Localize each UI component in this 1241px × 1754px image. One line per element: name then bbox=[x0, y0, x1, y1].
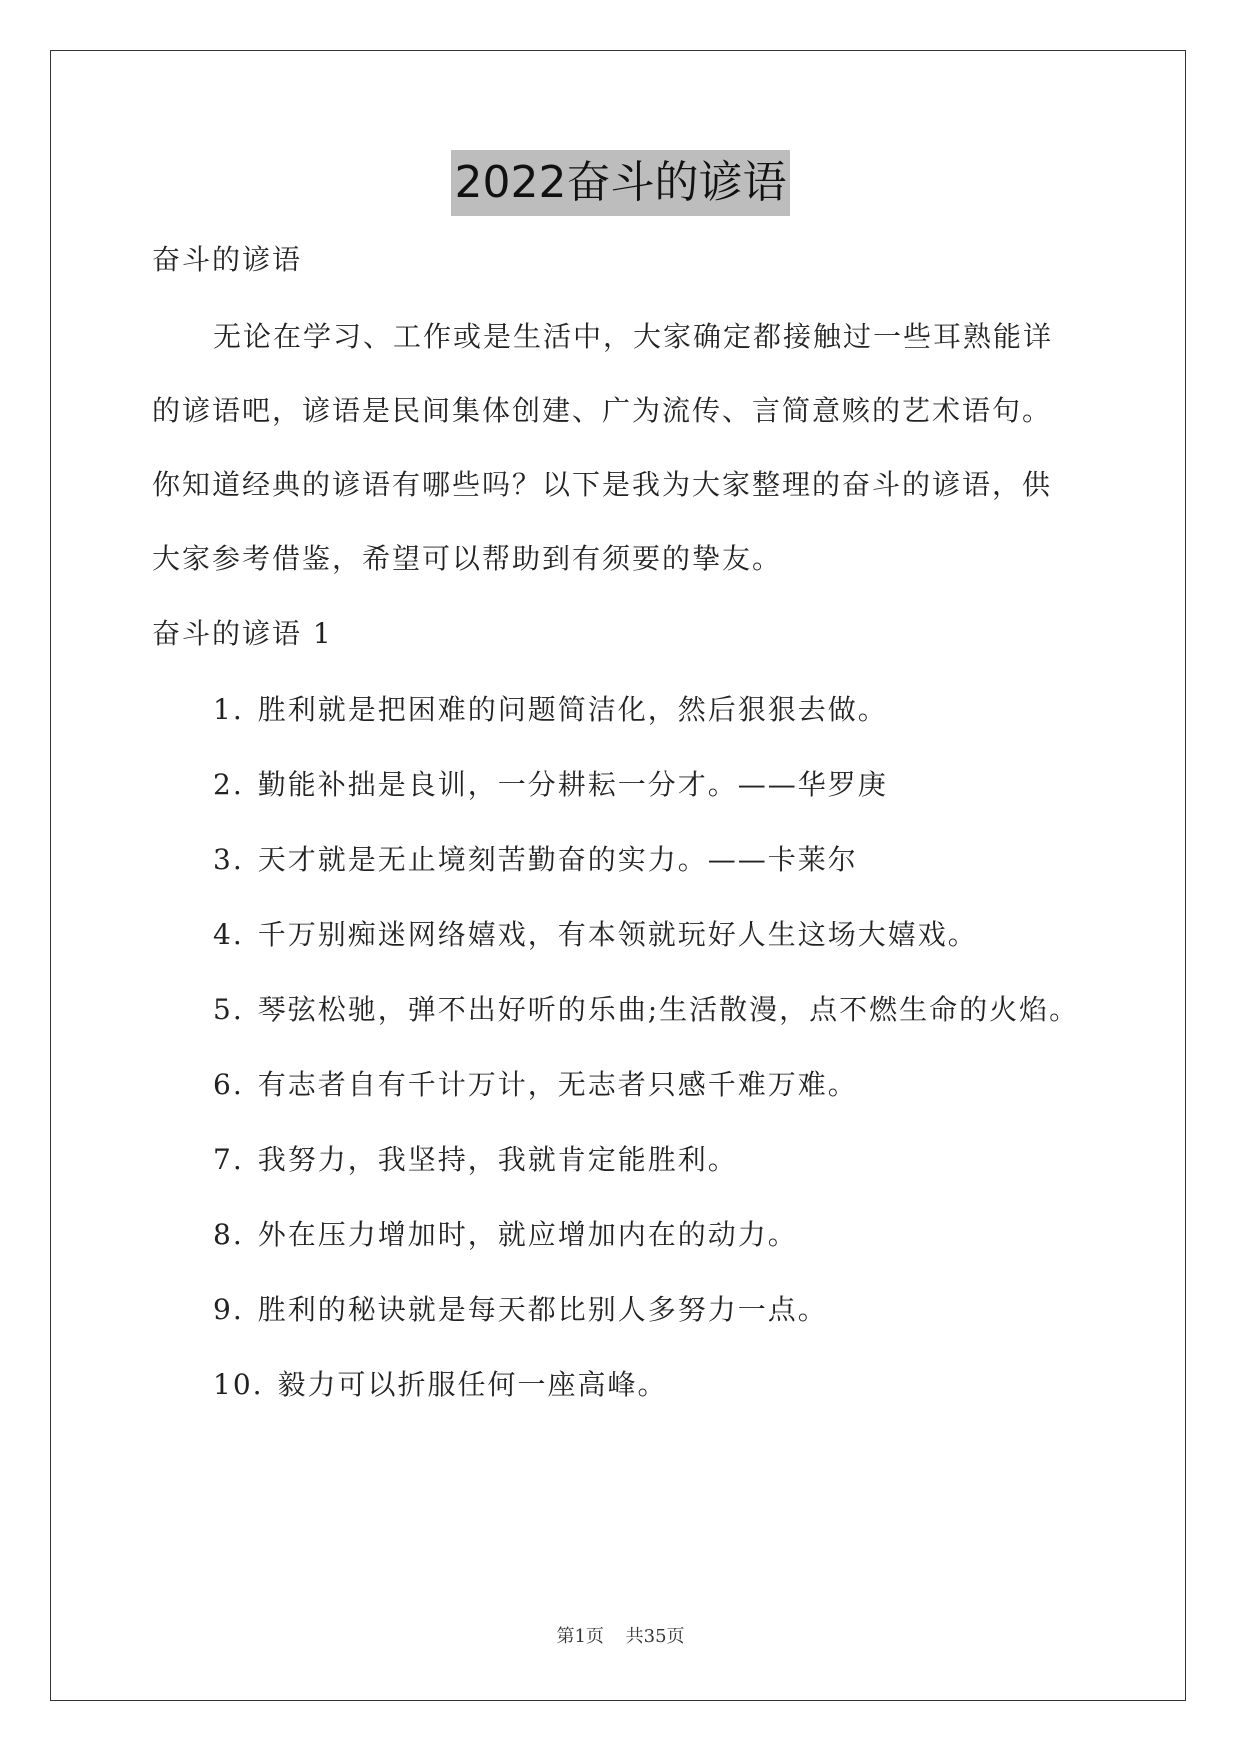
list-item bbox=[213, 1063, 858, 1103]
list-item bbox=[213, 1213, 798, 1253]
item-text: 千万别痴迷网络嬉戏，有本领就玩好人生这场大嬉戏。 bbox=[257, 918, 978, 951]
item-text: 胜利就是把困难的问题简洁化，然后狠狠去做。 bbox=[257, 693, 888, 726]
item-number: 2. bbox=[213, 768, 244, 801]
document-title: 2022奋斗的谚语 bbox=[451, 150, 791, 216]
page-total: 共35页 bbox=[625, 1626, 685, 1647]
item-text: 胜利的秘诀就是每天都比别人多努力一点。 bbox=[257, 1293, 828, 1326]
page-footer bbox=[0, 1622, 1241, 1648]
subtitle: 奋斗的谚语 bbox=[152, 243, 303, 276]
item-text: 我努力，我坚持，我就肯定能胜利。 bbox=[257, 1143, 738, 1176]
item-number: 7. bbox=[213, 1143, 244, 1176]
list-item bbox=[213, 913, 978, 953]
item-text: 琴弦松驰，弹不出好听的乐曲;生活散漫，点不燃生命的火焰。 bbox=[257, 993, 1080, 1026]
item-number: 1. bbox=[213, 693, 244, 726]
item-number: 3. bbox=[213, 843, 244, 876]
list-item bbox=[213, 763, 888, 803]
intro-line-2: 的谚语吧，谚语是民间集体创建、广为流传、言简意赅的艺术语句。 bbox=[152, 394, 1053, 427]
item-number: 6. bbox=[213, 1068, 244, 1101]
item-number: 9. bbox=[213, 1293, 244, 1326]
item-text: 天才就是无止境刻苦勤奋的实力。——卡莱尔 bbox=[257, 843, 858, 876]
item-number: 5. bbox=[213, 993, 244, 1026]
section-heading: 奋斗的谚语 1 bbox=[152, 617, 333, 650]
intro-line-1: 无论在学习、工作或是生活中，大家确定都接触过一些耳熟能详 bbox=[213, 320, 1054, 353]
item-number: 10. bbox=[213, 1368, 264, 1401]
item-text: 外在压力增加时，就应增加内在的动力。 bbox=[257, 1218, 798, 1251]
item-text: 有志者自有千计万计，无志者只感千难万难。 bbox=[257, 1068, 858, 1101]
item-text: 毅力可以折服任何一座高峰。 bbox=[277, 1368, 668, 1401]
list-item bbox=[213, 838, 858, 878]
list-item bbox=[213, 688, 888, 728]
item-number: 8. bbox=[213, 1218, 244, 1251]
title-container bbox=[0, 150, 1241, 216]
list-item bbox=[213, 1363, 668, 1403]
item-text: 勤能补拙是良训，一分耕耘一分才。——华罗庚 bbox=[257, 768, 888, 801]
item-number: 4. bbox=[213, 918, 244, 951]
list-item bbox=[213, 1288, 828, 1328]
page-number: 第1页 bbox=[556, 1626, 604, 1647]
list-item bbox=[213, 1138, 738, 1178]
intro-line-4: 大家参考借鉴，希望可以帮助到有须要的挚友。 bbox=[152, 542, 783, 575]
list-item bbox=[213, 988, 1079, 1028]
intro-line-3: 你知道经典的谚语有哪些吗？以下是我为大家整理的奋斗的谚语，供 bbox=[152, 468, 1053, 501]
